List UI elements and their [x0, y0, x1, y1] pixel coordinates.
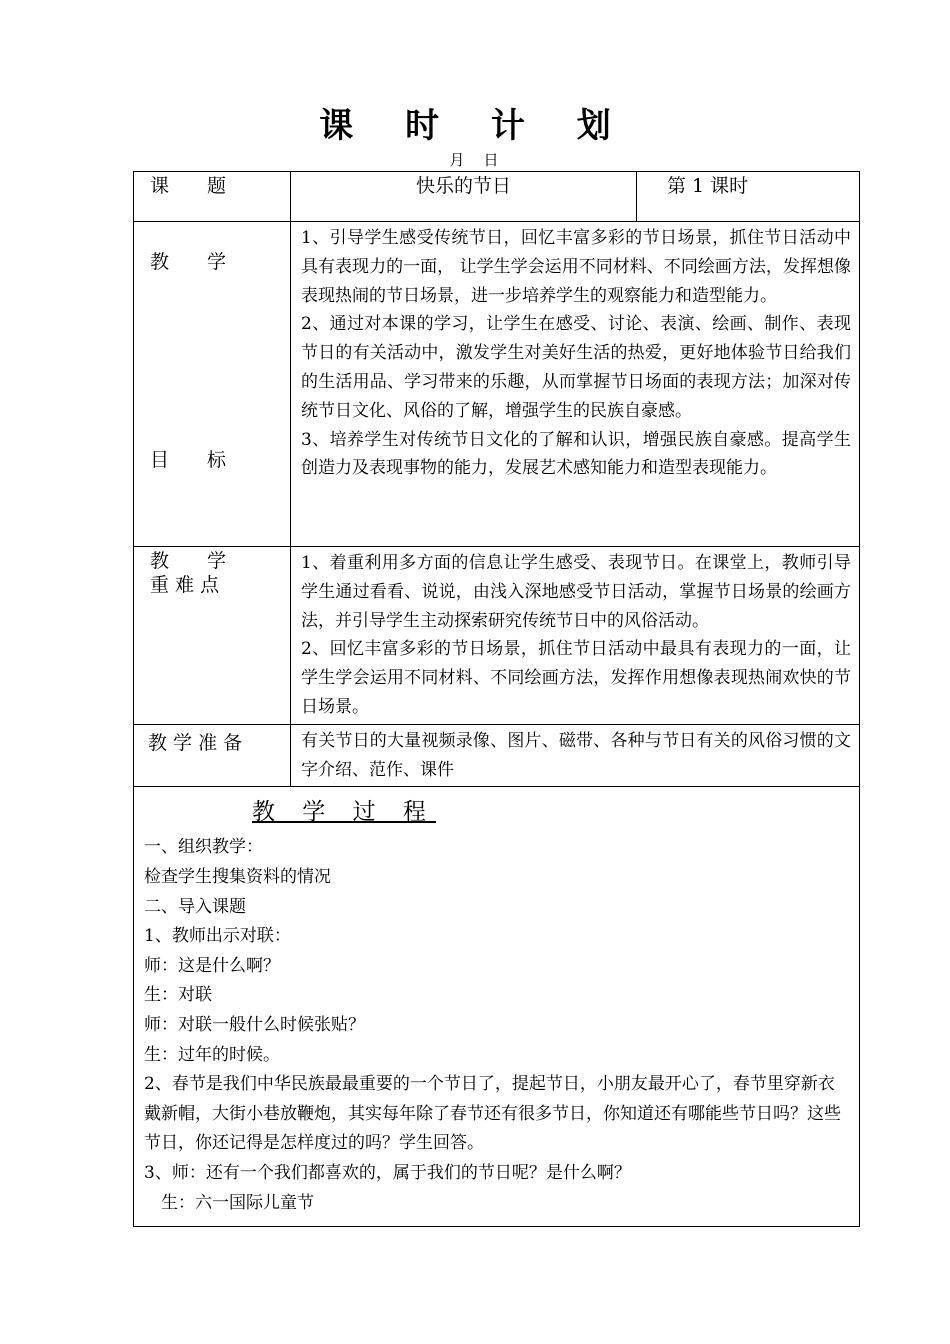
process-line: 生：六一国际儿童节: [144, 1192, 314, 1213]
page-title: 课 时 计 划: [319, 106, 631, 146]
objectives-label-top: 教 学: [150, 251, 227, 273]
key-points-row: [134, 547, 860, 725]
topic-value: 快乐的节日: [415, 175, 511, 197]
objective-item: 2、通过对本课的学习，让学生在感受、讨论、表演、绘画、制作、表现节日的有关活动中，激发学生对美好生活的热爱，更好地体验节日给我们的生活用品、学习带来的乐趣，从而掌握节日场面的表现方法；加深对传统节日文化、风俗的了解，增强学生的民族自豪感。: [301, 314, 851, 421]
process-line: 生：对联: [144, 985, 212, 1006]
process-line: 3、师：还有一个我们都喜欢的，属于我们的节日呢？是什么啊？: [144, 1162, 631, 1183]
key-point-item: 2、回忆丰富多彩的节日场景，抓住节日活动中最具有表现力的一面，让学生学会运用不同材料、不同绘画方法，发挥作用想像表现热闹欢快的节日场景。: [301, 639, 851, 717]
objective-item: 3、培养学生对传统节日文化的了解和认识，增强民族自豪感。提高学生创造力及表现事物的能力，发展艺术感知能力和造型表现能力。: [301, 429, 851, 479]
key-points-label-top: 教 学: [150, 550, 227, 572]
process-cell: [134, 787, 860, 1227]
preparation-label-cell: [134, 724, 291, 787]
period-value: 第 1 课时: [667, 175, 749, 197]
preparation-label: 教 学 准 备: [148, 731, 243, 754]
process-line: 师：对联一般什么时候张贴？: [144, 1014, 365, 1035]
process-line: 1、教师出示对联：: [144, 926, 291, 947]
process-line: 师：这是什么啊？: [144, 955, 280, 976]
preparation-row: [134, 724, 860, 787]
process-line: 检查学生搜集资料的情况: [144, 866, 331, 887]
preparation-content: [291, 724, 860, 787]
topic-cell: [291, 172, 637, 222]
period-cell: [637, 172, 860, 222]
process-line: 二、导入课题: [144, 896, 246, 917]
process-line: 2、春节是我们中华民族最最重要的一个节日了，提起节日，小朋友最开心了，春节里穿新衣戴新帽，大街小巷放鞭炮，其实每年除了春节还有很多节日，你知道还有哪能些节日吗？这些节日，你还记得是怎样度过的吗？学生回答。: [144, 1074, 841, 1154]
objective-item: 1、引导学生感受传统节日，回忆丰富多彩的节日场景，抓住节日活动中具有表现力的一面， 让学生学会运用不同材料、不同绘画方法，发挥想像表现热闹的节日场景，进一步培养学生的观察能力和造型能力。: [301, 228, 851, 306]
process-line: 一、组织教学：: [144, 837, 263, 858]
key-point-item: 1、着重利用多方面的信息让学生感受、表现节日。在课堂上，教师引导学生通过看看、说说，由浅入深地感受节日活动，掌握节日场景的绘画方法，并引导学生主动探索研究传统节日中的风俗活动。: [301, 553, 851, 631]
objectives-label-bottom: 目 标: [150, 449, 227, 471]
topic-row: [134, 172, 860, 222]
topic-label: 课 题: [150, 175, 227, 197]
process-row: [134, 787, 860, 1227]
objectives-label-cell: [134, 222, 291, 547]
key-points-content: [291, 547, 860, 725]
topic-label-cell: [134, 172, 291, 222]
key-points-label-cell: [134, 547, 291, 725]
process-line: 生：过年的时候。: [144, 1044, 280, 1065]
preparation-text: 有关节日的大量视频录像、图片、磁带、各种与节日有关的风俗习惯的文字介绍、范作、课件: [301, 730, 851, 780]
date-line: 月 日: [449, 151, 501, 169]
process-title: 教 学 过 程: [252, 799, 436, 826]
lesson-plan-table: [133, 171, 860, 1227]
objectives-content: [291, 222, 860, 547]
objectives-row: [134, 222, 860, 547]
key-points-label-bottom: 重 难 点: [150, 574, 220, 596]
